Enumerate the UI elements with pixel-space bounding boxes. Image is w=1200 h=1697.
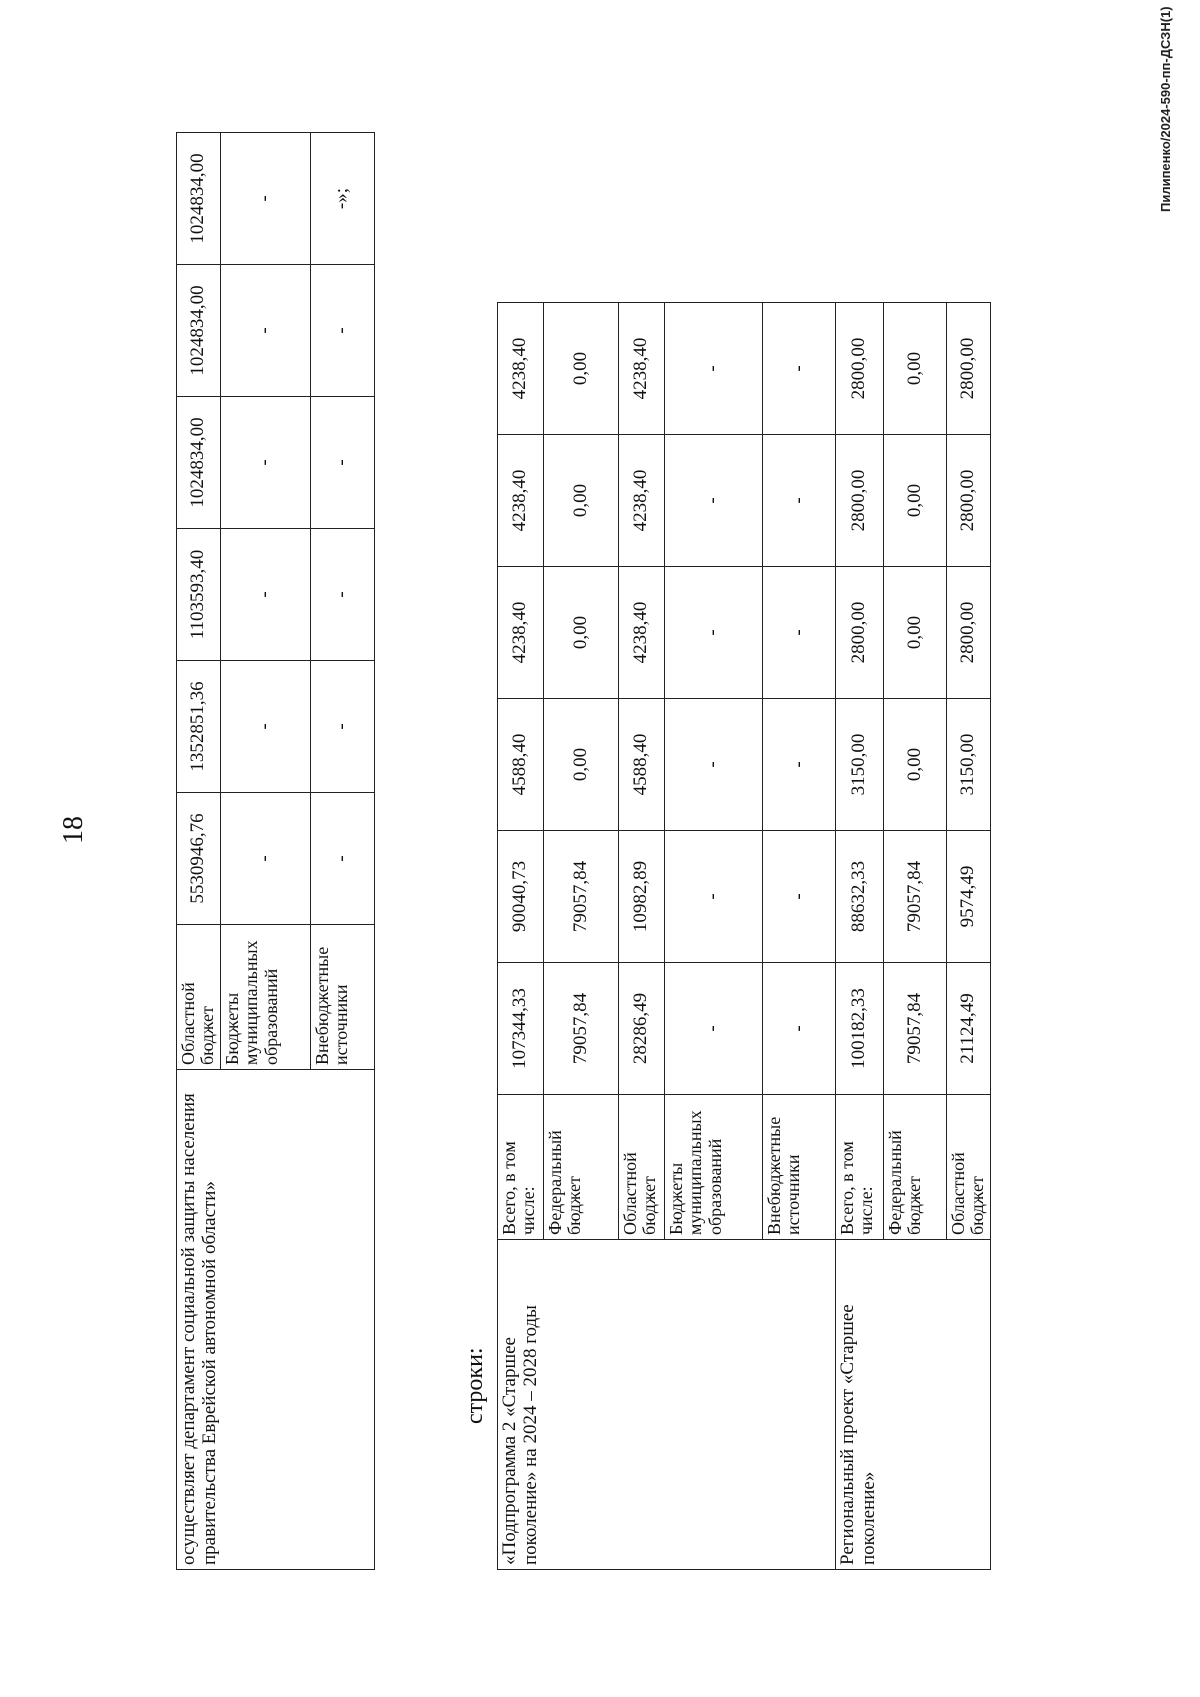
value-cell: - — [220, 397, 310, 529]
value-cell: - — [310, 397, 374, 529]
value-cell: 1024834,00 — [177, 133, 221, 265]
value-cell: 79057,84 — [884, 831, 947, 963]
value-cell: 0,00 — [544, 435, 619, 567]
value-cell: 107344,33 — [498, 963, 544, 1095]
source-label: Бюджеты муниципальных образований — [665, 1095, 763, 1240]
value-cell: 10982,89 — [619, 831, 665, 963]
value-cell: - — [665, 963, 763, 1095]
value-cell: 4238,40 — [619, 303, 665, 435]
value-cell: 0,00 — [544, 303, 619, 435]
source-label: Областной бюджет — [619, 1095, 665, 1240]
value-cell: 1352851,36 — [177, 661, 221, 793]
value-cell: 1024834,00 — [177, 397, 221, 529]
value-cell: 90040,73 — [498, 831, 544, 963]
value-cell: - — [310, 529, 374, 661]
value-cell: - — [220, 529, 310, 661]
value-cell: - — [763, 831, 836, 963]
source-label: Федеральный бюджет — [544, 1095, 619, 1240]
source-label: Областной бюджет — [177, 925, 221, 1070]
value-cell: - — [310, 793, 374, 925]
value-cell: - — [665, 831, 763, 963]
table-row — [836, 303, 884, 1570]
value-cell: 0,00 — [884, 435, 947, 567]
value-cell: 0,00 — [884, 699, 947, 831]
value-cell: - — [310, 265, 374, 397]
value-cell: - — [763, 567, 836, 699]
source-label: Внебюджетные источники — [763, 1095, 836, 1240]
value-cell: 5530946,76 — [177, 793, 221, 925]
document-code: Пилипенко/2024-590-пп-ДСЗН(1) — [1158, 6, 1173, 212]
value-cell: - — [665, 699, 763, 831]
rows-caption: строки: — [462, 1347, 488, 1424]
funding-table-top — [176, 132, 375, 1570]
source-label: Федеральный бюджет — [884, 1095, 947, 1240]
value-cell: 4238,40 — [619, 435, 665, 567]
value-cell: 2800,00 — [836, 435, 884, 567]
program-executor-cell: осуществляет департамент социальной защиты населения правительства Еврейской автономной области» — [177, 1070, 375, 1570]
value-cell: - — [220, 661, 310, 793]
source-label: Всего, в том числе: — [836, 1095, 884, 1240]
source-label: Бюджеты муниципальных образований — [220, 925, 310, 1070]
funding-table-bottom — [497, 302, 991, 1570]
source-label: Областной бюджет — [947, 1095, 991, 1240]
value-cell: - — [310, 661, 374, 793]
value-cell: 0,00 — [884, 303, 947, 435]
value-cell: 4238,40 — [498, 303, 544, 435]
source-label: Внебюджетные источники — [310, 925, 374, 1070]
table-row — [498, 303, 544, 1570]
value-cell: 4238,40 — [498, 567, 544, 699]
value-cell: 79057,84 — [544, 963, 619, 1095]
value-cell: - — [220, 265, 310, 397]
value-cell: 2800,00 — [947, 435, 991, 567]
page-number: 18 — [58, 816, 89, 844]
value-cell: 3150,00 — [947, 699, 991, 831]
table-row — [177, 133, 221, 1570]
value-cell: 0,00 — [884, 567, 947, 699]
value-cell: 9574,49 — [947, 831, 991, 963]
value-cell: 3150,00 — [836, 699, 884, 831]
value-cell: 2800,00 — [947, 303, 991, 435]
value-cell: 2800,00 — [947, 567, 991, 699]
subprogram-title-cell: «Подпрограмма 2 «Старшее поколение» на 2024 – 2028 годы — [498, 1240, 836, 1570]
value-cell: 4238,40 — [619, 567, 665, 699]
value-cell: -»; — [310, 133, 374, 265]
value-cell: - — [220, 133, 310, 265]
value-cell: 88632,33 — [836, 831, 884, 963]
value-cell: 21124,49 — [947, 963, 991, 1095]
value-cell: 28286,49 — [619, 963, 665, 1095]
value-cell: 0,00 — [544, 567, 619, 699]
value-cell: - — [220, 793, 310, 925]
value-cell: - — [665, 435, 763, 567]
value-cell: - — [763, 303, 836, 435]
project-title-cell: Региональный проект «Старшее поколение» — [836, 1240, 991, 1570]
value-cell: 1024834,00 — [177, 265, 221, 397]
source-label: Всего, в том числе: — [498, 1095, 544, 1240]
value-cell: 1103593,40 — [177, 529, 221, 661]
value-cell: 4588,40 — [498, 699, 544, 831]
value-cell: 100182,33 — [836, 963, 884, 1095]
value-cell: 2800,00 — [836, 303, 884, 435]
value-cell: 2800,00 — [836, 567, 884, 699]
value-cell: 4238,40 — [498, 435, 544, 567]
value-cell: 79057,84 — [544, 831, 619, 963]
value-cell: - — [665, 567, 763, 699]
value-cell: 4588,40 — [619, 699, 665, 831]
value-cell: - — [763, 435, 836, 567]
value-cell: 79057,84 — [884, 963, 947, 1095]
value-cell: - — [763, 699, 836, 831]
value-cell: 0,00 — [544, 699, 619, 831]
value-cell: - — [763, 963, 836, 1095]
value-cell: - — [665, 303, 763, 435]
